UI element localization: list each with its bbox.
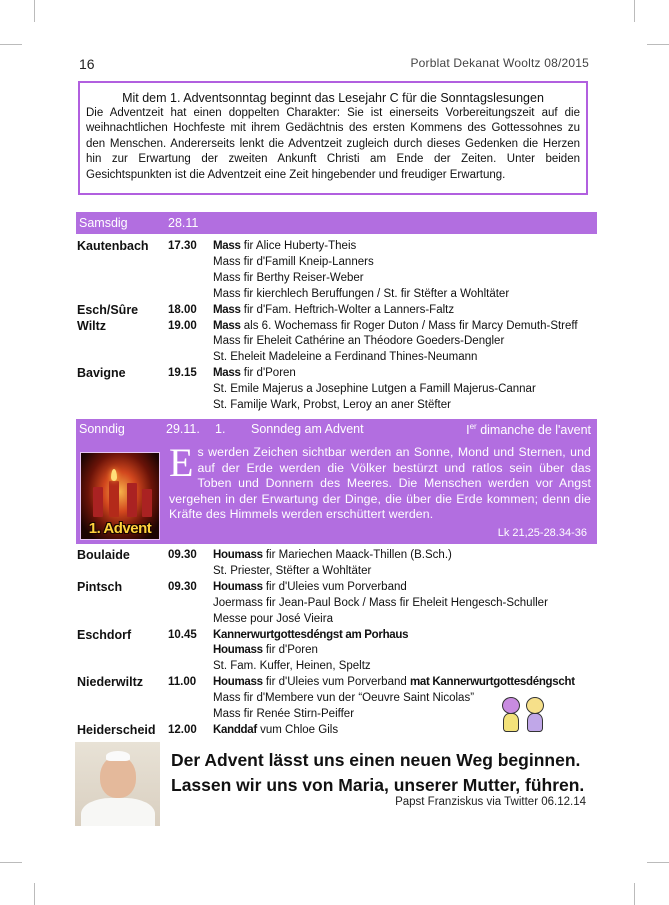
schedule-row <box>76 286 597 302</box>
crop-mark <box>647 44 669 45</box>
gospel-body: s werden Zeichen sichtbar werden an Sonne, Mond und Sternen, und auf der Erde werden die Völker bestürzt und ratlos sein über das Toben und Donnern des Meeres. Die Menschen werden vor Angst vergehen in der Erwartung der Dinge, die über die Erde kommen; denn die Kräfte des Himmels werden erschüttert werden. <box>169 445 591 522</box>
page-number: 16 <box>79 56 95 72</box>
service-detail: Mass fir kierchlech Beruffungen / St. fir Stëfter a Wohltäter <box>213 287 510 300</box>
service-text <box>213 381 536 397</box>
advent-candle-image <box>80 452 160 540</box>
service-text <box>213 333 504 349</box>
service-type: Mass <box>213 367 241 380</box>
schedule-row <box>76 642 597 658</box>
service-detail: Messe pour José Vieira <box>213 612 333 625</box>
service-extra: mat Kannerwurtgottesdéngscht <box>409 676 575 689</box>
schedule-row <box>76 579 597 595</box>
service-detail: Mass fir d'Famill Kneip-Lanners <box>213 255 374 268</box>
flame <box>111 469 117 481</box>
running-header: Porblat Dekanat Wooltz 08/2015 <box>410 56 589 70</box>
day-date: 28.11 <box>168 216 199 230</box>
service-text <box>213 397 451 413</box>
service-type: Houmass <box>213 676 263 689</box>
schedule-row <box>76 270 597 286</box>
service-detail: fir d'Fam. Heftrich-Wolter a Lanners-Faltz <box>240 303 455 316</box>
schedule-row <box>76 627 597 643</box>
gospel-box <box>76 440 597 544</box>
service-time: 10.45 <box>168 628 197 641</box>
place-name: Bavigne <box>77 366 126 381</box>
child-figure <box>500 697 522 733</box>
service-detail: fir Mariechen Maack-Thillen (B.Sch.) <box>262 549 452 561</box>
service-type: Kannerwurtgottesdéngst am Porhaus <box>213 628 409 641</box>
service-text <box>213 302 454 318</box>
service-detail: St. Priester, Stëfter a Wohltäter <box>213 564 372 577</box>
crop-mark <box>0 862 22 863</box>
day-name: Samsdig <box>79 216 128 230</box>
service-time: 18.00 <box>168 303 197 316</box>
service-text <box>213 254 374 270</box>
service-text <box>213 270 364 286</box>
service-type: Mass <box>213 303 241 316</box>
day-date: 29.11. <box>166 422 200 436</box>
crop-mark <box>0 44 22 45</box>
schedule-row <box>76 333 597 349</box>
service-detail: Mass fir Eheleit Cathérine an Théodore Goeders-Dengler <box>213 335 505 348</box>
service-text <box>213 595 548 611</box>
service-text <box>213 674 575 690</box>
fr-sup: er <box>469 422 477 431</box>
service-text <box>213 286 509 302</box>
children-illustration <box>496 697 548 735</box>
schedule-row <box>76 563 597 579</box>
place-name: Heiderscheid <box>77 722 156 737</box>
place-name: Wiltz <box>77 318 107 333</box>
pope-photo <box>75 742 160 826</box>
schedule-row <box>76 547 597 563</box>
fr-title: dimanche de l'avent <box>476 423 591 438</box>
intro-box <box>78 81 588 195</box>
schedule-row <box>76 318 597 334</box>
schedule-row <box>76 397 597 413</box>
service-type: Houmass <box>213 580 263 593</box>
service-detail: fir Alice Huberty-Theis <box>240 240 357 252</box>
candle <box>142 489 152 517</box>
schedule-row <box>76 381 597 397</box>
place-name: Kautenbach <box>77 239 149 253</box>
schedule-row <box>76 674 597 690</box>
service-detail: fir d'Uleies vum Porverband <box>262 676 410 689</box>
quote <box>171 748 584 798</box>
fr-prefix: I <box>466 423 470 438</box>
service-text <box>213 722 338 738</box>
advent-image-label: 1. Advent <box>88 520 152 537</box>
service-detail: Mass fir Renée Stirn-Peiffer <box>213 708 355 720</box>
service-time: 17.30 <box>168 240 197 252</box>
crop-mark <box>647 862 669 863</box>
candle <box>127 483 137 517</box>
candle <box>109 481 119 517</box>
place-name: Pintsch <box>77 579 123 594</box>
service-detail: fir d'Poren <box>262 644 318 657</box>
service-text <box>213 365 296 381</box>
service-type: Houmass <box>213 644 263 657</box>
service-detail: vum Chloe Gils <box>256 723 339 736</box>
service-detail: fir d'Poren <box>240 367 296 380</box>
sunday-title-fr <box>466 422 591 437</box>
service-text <box>213 706 354 722</box>
dropcap: E <box>169 440 194 485</box>
intro-title: Mit dem 1. Adventsonntag beginnt das Lesejahr C für die Sonntagslesungen <box>122 91 544 105</box>
schedule-row <box>76 595 597 611</box>
service-time: 19.00 <box>168 319 197 332</box>
saturday-band <box>76 212 597 234</box>
quote-line: Der Advent lässt uns einen neuen Weg beginnen. <box>171 750 581 770</box>
gospel-reference: Lk 21,25-28.34-36 <box>497 527 587 539</box>
service-text <box>213 627 408 643</box>
place-name: Esch/Sûre <box>77 302 139 317</box>
schedule-row <box>76 238 597 254</box>
crop-mark <box>634 883 635 905</box>
service-text <box>213 658 371 674</box>
service-time: 09.30 <box>168 580 197 593</box>
service-time: 09.30 <box>168 549 197 561</box>
service-text <box>213 579 407 595</box>
gospel-text <box>169 440 591 523</box>
service-text <box>213 238 356 254</box>
service-type: Mass <box>213 319 241 332</box>
place-name: Eschdorf <box>77 627 132 642</box>
service-text <box>213 349 477 365</box>
service-detail: Joermass fir Jean-Paul Bock / Mass fir Eheleit Hengesch-Schuller <box>213 596 548 609</box>
place-name: Boulaide <box>77 548 130 562</box>
schedule-row <box>76 302 597 318</box>
child-figure <box>524 697 546 733</box>
service-time: 19.15 <box>168 367 197 380</box>
service-type: Mass <box>213 240 241 252</box>
service-text <box>213 563 371 579</box>
service-detail: Mass fir Berthy Reiser-Weber <box>213 271 364 284</box>
service-detail: St. Emile Majerus a Josephine Lutgen a Famill Majerus-Cannar <box>213 383 536 396</box>
quote-line: Lassen wir uns von Maria, unserer Mutter, führen. <box>171 775 585 795</box>
crop-mark <box>34 0 35 22</box>
schedule-row <box>76 349 597 365</box>
service-type: Houmass <box>213 549 263 561</box>
service-time: 11.00 <box>168 676 197 689</box>
service-time: 12.00 <box>168 723 197 736</box>
intro-body: Die Adventzeit hat einen doppelten Charakter: Sie ist einerseits Vorbereitungszeit auf die weihnachtlichen Hochfeste mit ihrem Gedächtnis des ersten Kommens des Gottessohnes zu den Menschen. Andererseits lenkt die Adventzeit zugleich durch dieses Gedenken die Herzen hin zur Erwartung der zweiten Ankunft Christi am Ende der Zeiten. Unter beiden Gesichtspunkten ist die Adventzeit eine Zeit hingebender und freudiger Erwartung. <box>86 107 580 181</box>
schedule-row <box>76 254 597 270</box>
service-detail: fir d'Uleies vum Porverband <box>262 580 407 593</box>
service-detail: St. Eheleit Madeleine a Ferdinand Thines-Neumann <box>213 351 478 364</box>
service-detail: St. Fam. Kuffer, Heinen, Speltz <box>213 660 371 673</box>
schedule-row <box>76 365 597 381</box>
crop-mark <box>34 883 35 905</box>
schedule-row <box>76 658 597 674</box>
service-text <box>213 547 452 563</box>
service-detail: Mass fir d'Membere vun der “Oeuvre Saint Nicolas” <box>213 692 475 705</box>
service-detail: St. Familje Wark, Probst, Leroy an aner Stëfter <box>213 399 451 411</box>
candle <box>93 487 103 517</box>
crop-mark <box>634 0 635 22</box>
place-name: Niederwiltz <box>77 675 143 690</box>
sunday-title: Sonndeg am Advent <box>251 422 364 436</box>
service-text <box>213 611 333 627</box>
service-type: Kanddaf <box>213 723 257 736</box>
service-text <box>213 318 578 334</box>
day-name: Sonndig <box>79 422 125 436</box>
schedule-row <box>76 611 597 627</box>
service-text <box>213 642 318 658</box>
sunday-band <box>76 419 597 440</box>
service-detail: als 6. Wochemass fir Roger Duton / Mass fir Marcy Demuth-Streff <box>240 319 578 332</box>
sunday-number: 1. <box>215 422 226 436</box>
quote-source: Papst Franziskus via Twitter 06.12.14 <box>395 796 586 808</box>
service-text <box>213 690 474 706</box>
